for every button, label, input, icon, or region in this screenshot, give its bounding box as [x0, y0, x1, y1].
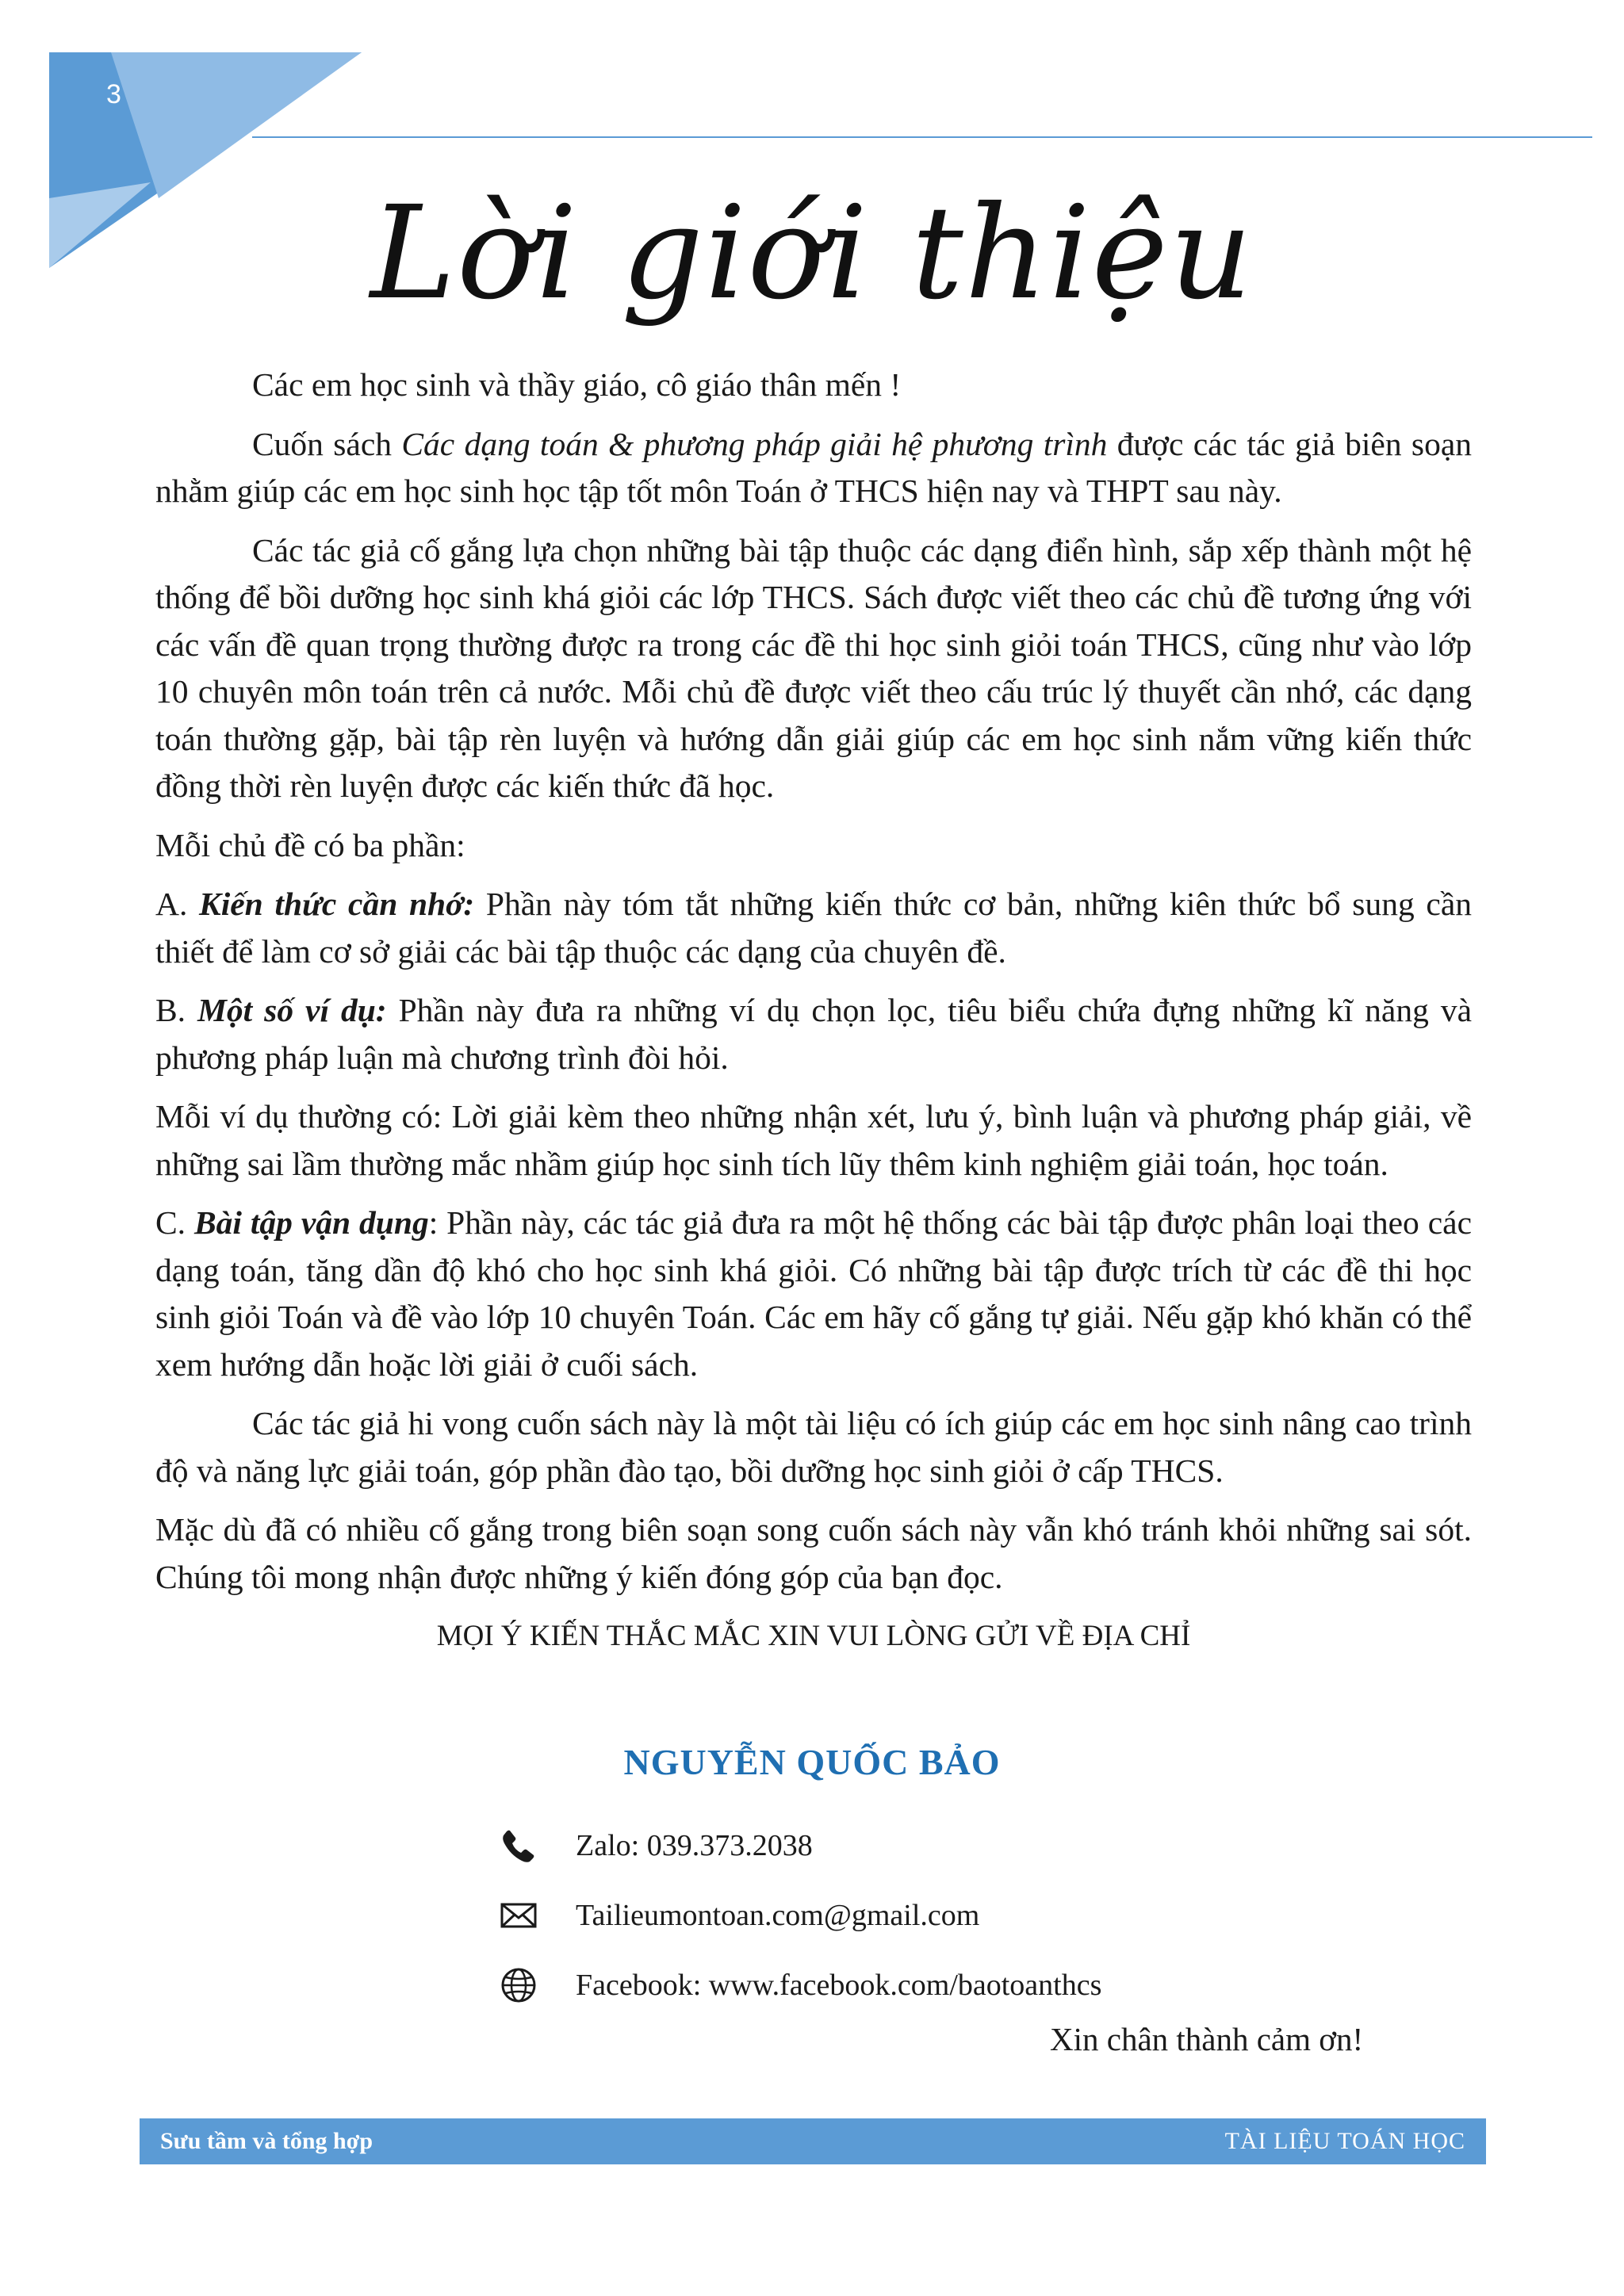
paragraph-structure: Các tác giả cố gắng lựa chọn những bài tập thuộc các dạng điển hình, sắp xếp thành một hệ thống để bồi dưỡng học sinh khá giỏi các lớp THCS. Sách được viết theo các chủ đề tương ứng với các vấn đề quan trọng thường được ra trong các đề thi học sinh giỏi toán THCS, cũng như vào lớp 10 chuyên môn toán trên cả nước. Mỗi chủ đề được viết theo cấu trúc lý thuyết cần nhớ, các dạng toán thường gặp, bài tập rèn luyện và hướng dẫn giải giúp các em học sinh nắm vững kiến thức đồng thời rèn luyện được các kiến thức đã học. — [155, 531, 1472, 804]
email-contact: Tailieumontoan.com@gmail.com — [576, 1899, 980, 1932]
paragraph-examples: Mỗi ví dụ thường có: Lời giải kèm theo những nhận xét, lưu ý, bình luận và phương pháp giải, về những sai lầm thường mắc nhầm giúp học sinh tích lũy thêm kinh nghiệm giải toán, học toán. — [155, 1098, 1472, 1182]
paragraph-greeting: Các em học sinh và thầy giáo, cô giáo thân mến ! — [252, 366, 902, 403]
page-title: Lời giới thiệu — [370, 179, 1254, 328]
contact-email — [500, 1892, 979, 1939]
paragraph-parts: Mỗi chủ đề có ba phần: — [155, 826, 465, 863]
contact-facebook — [500, 1961, 1101, 2009]
paragraph-book-intro: Cuốn sách Các dạng toán & phương pháp giải hệ phương trình được các tác giả biên soạn nhằm giúp các em học sinh học tập tốt môn Toán ở THCS hiện nay và THPT sau này. — [155, 425, 1472, 509]
contact-zalo — [500, 1822, 813, 1869]
part-b-heading: Một số ví dụ: — [197, 992, 387, 1028]
closing-thanks: Xin chân thành cảm ơn! — [1050, 2021, 1364, 2057]
mail-icon — [500, 1896, 538, 1934]
paragraph-part-a: A. Kiến thức cần nhớ: Phần này tóm tắt những kiến thức cơ bản, những kiên thức bổ sung cần thiết để làm cơ sở giải các bài tập thuộc các dạng của chuyên đề. — [155, 886, 1472, 970]
paragraph-hope: Các tác giả hi vong cuốn sách này là một tài liệu có ích giúp các em học sinh nâng cao trình độ và năng lực giải toán, góp phần đào tạo, bồi dưỡng học sinh giỏi ở cấp THCS. — [155, 1405, 1472, 1489]
book-title: Các dạng toán & phương pháp giải hệ phương trình — [401, 425, 1108, 462]
part-c-heading: Bài tập vận dụng — [194, 1204, 429, 1241]
footer-bar — [140, 2118, 1486, 2164]
intro-body — [155, 362, 1472, 1672]
author-name: NGUYỄN QUỐC BẢO — [623, 1742, 1001, 1782]
header-rule — [252, 136, 1592, 138]
paragraph-feedback: Mặc dù đã có nhiều cố gắng trong biên soạn song cuốn sách này vẫn khó tránh khỏi những sai sót. Chúng tôi mong nhận được những ý kiến đóng góp của bạn đọc. — [155, 1511, 1472, 1595]
footer-left-text: Sưu tầm và tổng hợp — [160, 2128, 373, 2154]
paragraph-part-c: C. Bài tập vận dụng: Phần này, các tác giả đưa ra một hệ thống các bài tập được phân loại theo các dạng toán, tăng dần độ khó cho học sinh khá giỏi. Có những bài tập được trích từ các đề thi học sinh giỏi Toán và đề vào lớp 10 chuyên Toán. Các em hãy cố gắng tự giải. Nếu gặp khó khăn có thể xem hướng dẫn hoặc lời giải ở cuối sách. — [155, 1204, 1472, 1383]
phone-icon — [500, 1827, 538, 1865]
paragraph-part-b: B. Một số ví dụ: Phần này đưa ra những ví dụ chọn lọc, tiêu biểu chứa đựng những kĩ năng và phương pháp luận mà chương trình đòi hỏi. — [155, 992, 1472, 1076]
footer-right-text: TÀI LIỆU TOÁN HỌC — [1224, 2128, 1465, 2154]
facebook-contact: Facebook: www.facebook.com/baotoanthcs — [576, 1969, 1102, 2002]
part-a-heading: Kiến thức cần nhớ: — [199, 886, 475, 922]
page-number: 3 — [106, 79, 121, 109]
zalo-contact: Zalo: 039.373.2038 — [576, 1829, 813, 1862]
contact-notice: MỌI Ý KIẾN THẮC MẮC XIN VUI LÒNG GỬI VỀ ĐỊA CHỈ — [436, 1620, 1191, 1652]
globe-icon — [500, 1966, 538, 2004]
